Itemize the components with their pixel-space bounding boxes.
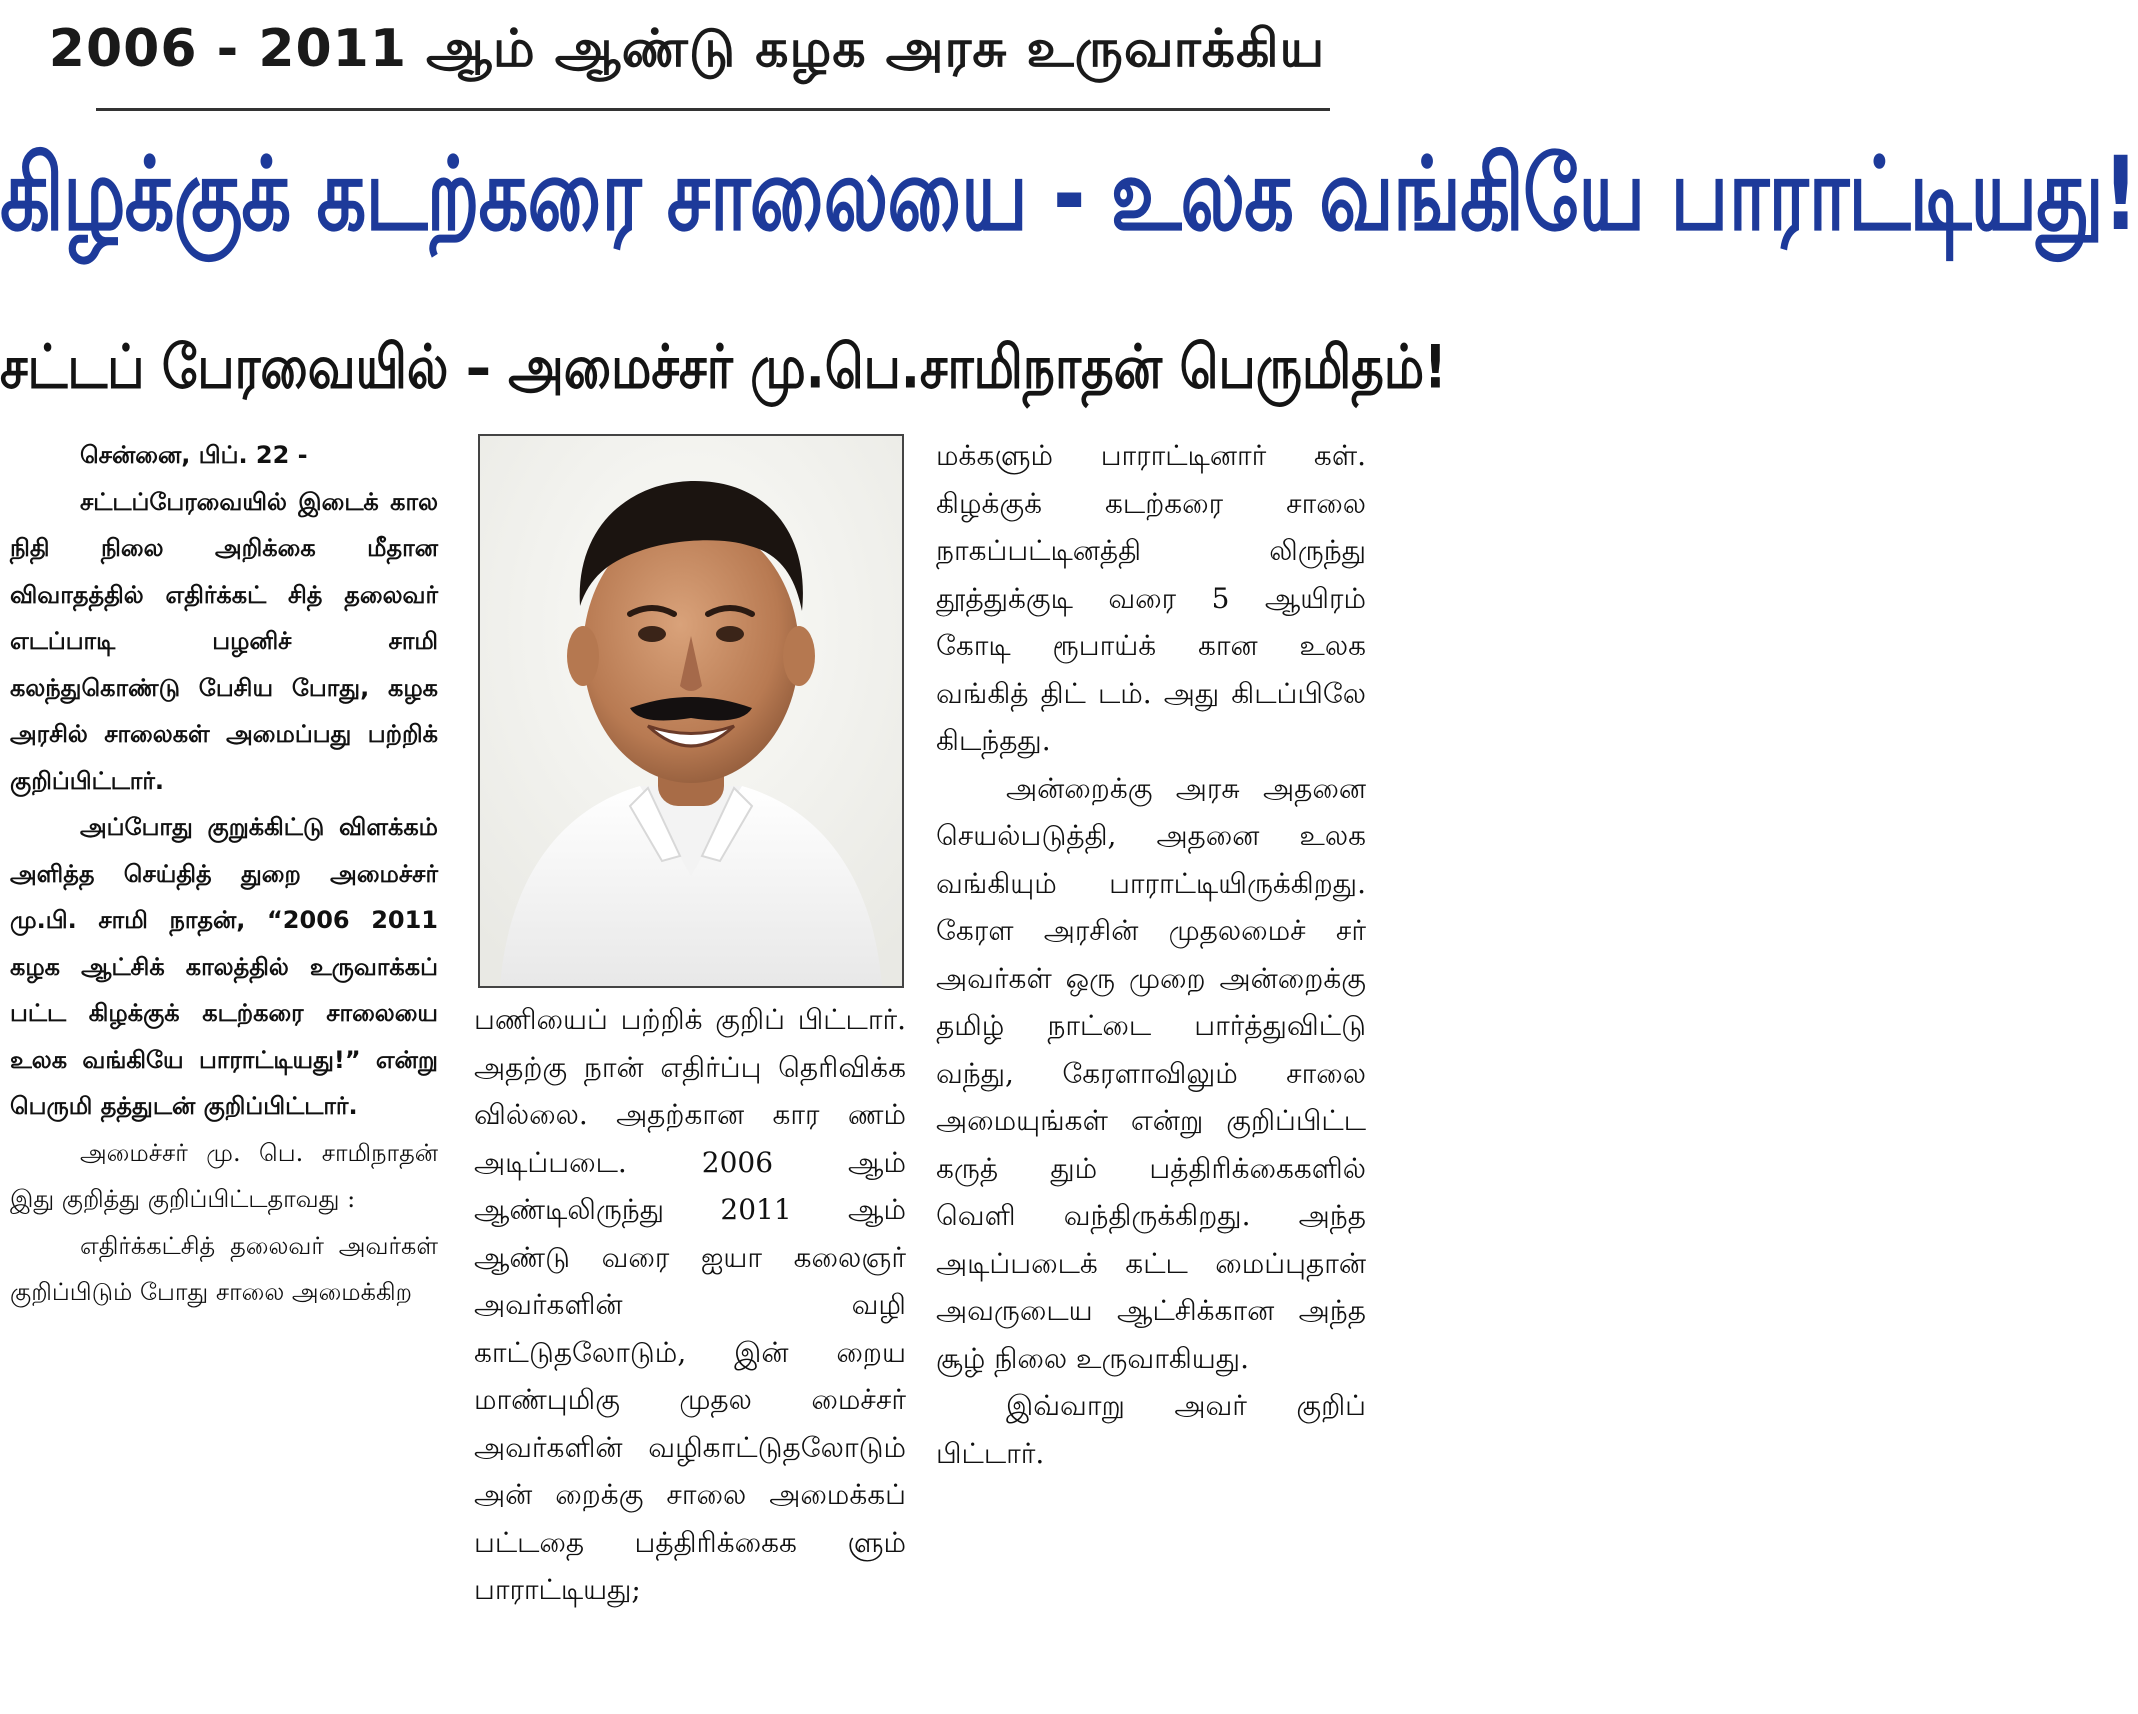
- body-column-1: [10, 432, 438, 1714]
- body-paragraph-6: இவ்வாறு அவர் குறிப் பிட்டார்.: [936, 1389, 1366, 1470]
- body-paragraph-3: அமைச்சர் மு. பெ. சாமிநாதன் இது குறித்து குறிப்பிட்டதாவது :: [10, 1138, 438, 1213]
- portrait-photo-icon: [480, 436, 902, 986]
- body-column-3: [936, 432, 1366, 1714]
- kicker-heading: 2006 - 2011 ஆம் ஆண்டு கழக அரசு உருவாக்கிய: [48, 19, 1326, 79]
- body-paragraph-4-start: எதிர்க்கட்சித் தலைவர் அவர்கள் குறிப்பிடும் போது சாலை அமைக்கிற: [10, 1231, 438, 1306]
- body-column-2: [474, 996, 906, 1714]
- body-paragraph-2: அப்போது குறுக்கிட்டு விளக்கம் அளித்த செய்தித் துறை அமைச்சர் மு.பி. சாமி நாதன், “2006 2011 கழக ஆட்சிக் காலத்தில் உருவாக்கப் பட்ட கிழக்குக் கடற்கரை சாலையை உலக வங்கியே பாராட்டியது!” என்று பெருமி தத்துடன் குறிப்பிட்டார்.: [10, 813, 438, 1120]
- body-paragraph-4-end: மக்களும் பாராட்டினார் கள். கிழக்குக் கடற்கரை சாலை நாகப்பட்டினத்தி லிருந்து தூத்துக்குடி வரை 5 ஆயிரம் கோடி ரூபாய்க் கான உலக வங்கித் திட் டம். அது கிடப்பிலே கிடந்தது.: [936, 439, 1366, 757]
- body-paragraph-4-continued: பணியைப் பற்றிக் குறிப் பிட்டார். அதற்கு நான் எதிர்ப்பு தெரிவிக்க வில்லை. அதற்கான கார ணம் அடிப்படை. 2006 ஆம் ஆண்டிலிருந்து 2011 ஆம் ஆண்டு வரை ஐயா கலைஞர் அவர்களின் வழி காட்டுதலோடும், இன் றைய மாண்புமிகு முதல மைச்சர் அவர்களின் வழிகாட்டுதலோடும் அன் றைக்கு சாலை அமைக்கப் பட்டதை பத்திரிக்கைக ளும் பாராட்டியது;: [474, 1003, 906, 1606]
- dateline: சென்னை, பிப். 22 -: [80, 441, 308, 469]
- headline: கிழக்குக் கடற்கரை சாலையை - உலக வங்கியே பாராட்டியது!: [0, 136, 2138, 254]
- portrait-photo: [478, 434, 904, 988]
- subheadline: சட்டப் பேரவையில் – அமைச்சர் மு.பெ.சாமிநாதன் பெருமிதம்!: [0, 332, 1447, 402]
- body-paragraph-5: அன்றைக்கு அரசு அதனை செயல்படுத்தி, அதனை உலக வங்கியும் பாராட்டியிருக்கிறது. கேரள அரசின் முதலமைச் சர் அவர்கள் ஒரு முறை அன்றைக்கு தமிழ் நாட்டை பார்த்துவிட்டு வந்து, கேரளாவிலும் சாலை அமையுங்கள் என்று குறிப்பிட்ட கருத் தும் பத்திரிக்கைகளில் வெளி வந்திருக்கிறது. அந்த அடிப்படைக் கட்ட மைப்புதான் அவருடைய ஆட்சிக்கான அந்த சூழ் நிலை உருவாகியது.: [936, 771, 1366, 1375]
- body-paragraph-1: சட்டப்பேரவையில் இடைக் கால நிதி நிலை அறிக்கை மீதான விவாதத்தில் எதிர்க்கட் சித் தலைவர் எடப்பாடி பழனிச் சாமி கலந்துகொண்டு பேசிய போது, கழக அரசில் சாலைகள் அமைப்பது பற்றிக் குறிப்பிட்டார்.: [10, 487, 438, 795]
